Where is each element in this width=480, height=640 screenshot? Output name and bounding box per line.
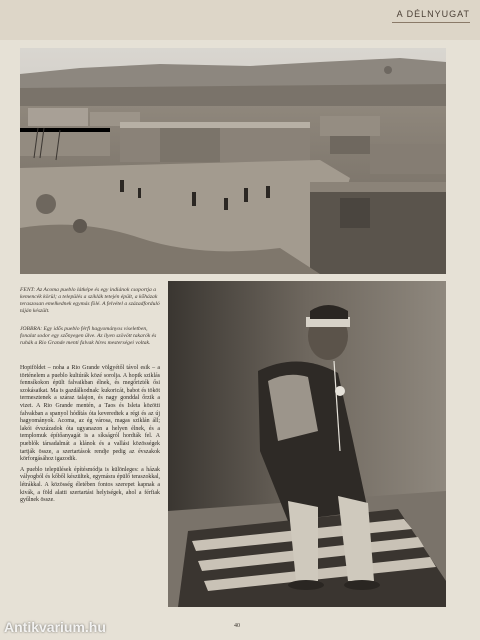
pueblo-village-photo	[20, 48, 446, 274]
seated-man-illustration	[168, 281, 446, 607]
header-band	[0, 0, 480, 40]
pueblo-village-illustration	[20, 48, 446, 274]
title-rule	[392, 22, 470, 23]
watermark: Antikvarium.hu	[4, 619, 106, 635]
caption-right-photo: JOBBRA: Egy idős pueblo férfi hagyományos viseletben, fonalat sodor egy szőnyegen ülve. Az ilyen szövött takarók és ruhák a Rio Grande menti falvak híres mesterségei voltak.	[20, 326, 157, 346]
caption-top-photo: FENT: Az Acoma pueblo látképe és egy indiánok csoportja a kemencék körül; a település a sziklák tetején épült, a kőházak teraszosan emelkednek egymás fölé. A felvétel a századforduló táján készült.	[20, 287, 160, 314]
page-number: 40	[234, 623, 240, 629]
body-paragraph: A pueblo települések építésmódja is különleges: a házak vályogból és kőből készültek, egymásra épülő teraszokkal, létrákkal. A közösség életében fontos szerepet kapnak a kivák, a föld alatti szertartási helyiségek, ahol a férfiak gyűlnek össze.	[20, 466, 160, 504]
body-paragraph: Hopiföldet – noha a Rio Grande völgyétől távol esik – a történelem a pueblo kultúrák közé sorolja. A hopik sziklás fennsíkokon épült falvaikban élnek, és megőrizték ősi szokásaikat. Ma is gazdálkodnak: kukoricát, babot és tököt termesztenek a száraz talajon, és nagy gonddal őrzik a vizet. A Rio Grande mentén, a Taos és Isleta közötti falvakban a spanyol hódítás óta keveredtek a régi és az új hagyományok. Acoma, az ég városa, magas sziklán áll; lakói évszázadok óta ugyanazon a helyen élnek, és a templomuk építőanyagát is a síkságról hordták fel. A pueblók társadalmát a klánok és a vallási közösségek tartják össze, a szertartások rendje pedig az évszakok körforgásához igazodik.	[20, 365, 160, 463]
seated-man-photo	[168, 281, 446, 607]
section-title: A DÉLNYUGAT	[396, 9, 470, 19]
body-text	[20, 365, 160, 508]
